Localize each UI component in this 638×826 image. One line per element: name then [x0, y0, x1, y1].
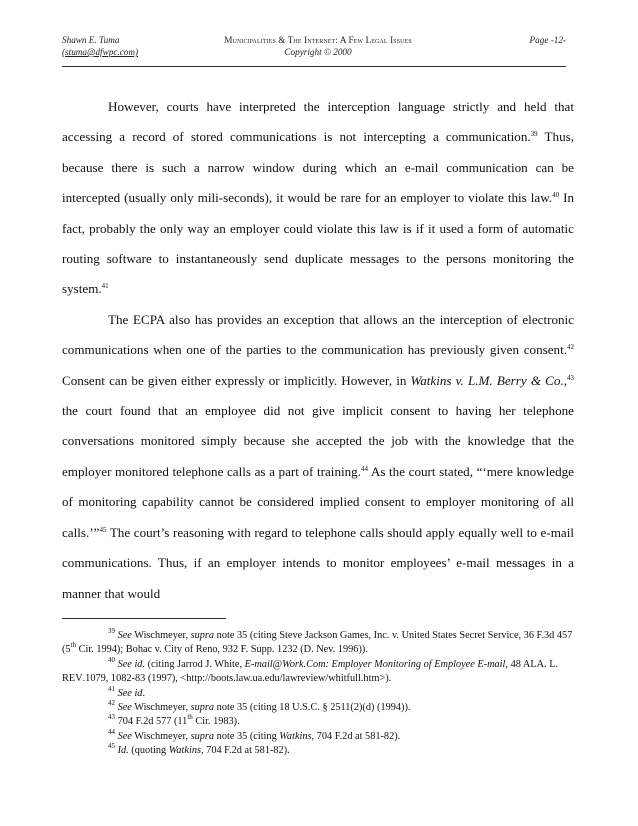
footnote-43: [62, 715, 574, 729]
footnote-italic-text: supra: [190, 702, 215, 714]
body-footnote-ref: 43: [567, 373, 574, 382]
body-text: [62, 92, 574, 609]
body-footnote-ref: 40: [552, 191, 560, 200]
body-text: The ECPA also has provides an exception that allows an the interception of electronic communications when one of the parties to the communication has previously given consent.: [62, 311, 574, 358]
header-email-link[interactable]: (stuma@dfwpc.com): [62, 47, 139, 57]
footnotes: [62, 629, 574, 759]
footnote-text: .: [142, 687, 146, 699]
body-text: the court found that an employee did not give implicit consent to having her telephone conversations monitored simply because she accepted the job with the knowledge that the employer monitored telephone calls as a part of training.: [62, 403, 574, 479]
footnote-italic-text: Watkins: [279, 730, 312, 742]
header-divider: [62, 66, 566, 67]
footnote-text: Wischmeyer,: [131, 630, 191, 641]
footnote-text: Wischmeyer,: [131, 702, 191, 714]
footnote-smallcaps-text: EV: [68, 673, 83, 685]
footnote-footnote-ref: 40: [108, 655, 115, 664]
footnote-39: [62, 629, 574, 658]
body-footnote-ref: 41: [101, 282, 109, 291]
header-page-number: Page -12-: [529, 35, 566, 45]
footnote-italic-text: Watkins: [168, 745, 202, 757]
header-copyright: Copyright © 2000: [284, 47, 352, 57]
footnote-italic-text: supra: [190, 630, 215, 641]
footnote-italic-text: See: [117, 730, 132, 742]
footnote-text: .1079, 1082-83 (1997), <http://boots.law.ua.edu/lawreview/whitfull.htm>).: [82, 673, 392, 685]
footnote-text: Cir. 1983).: [192, 716, 240, 728]
footnote-footnote-ref: 43: [108, 713, 115, 722]
footnote-40: [62, 655, 574, 687]
body-italic-text: Watkins v. L.M. Berry & Co.,: [410, 372, 567, 388]
footnote-45: [62, 744, 574, 758]
body-footnote-ref: 44: [361, 464, 368, 473]
body-text: However, courts have interpreted the interception language strictly and held that accessing a record of stored communications is not intercepting a communication.: [62, 99, 574, 145]
body-text: In fact, probably the only way an employer could violate this law is if it used a form of automatic routing software to instantaneously send duplicate messages to the persons monitoring the system.: [62, 190, 574, 297]
footnote-footnote-ref: th: [187, 713, 193, 722]
footnote-footnote-ref: th: [70, 641, 77, 650]
footnote-footnote-ref: 39: [108, 627, 115, 635]
footnote-text: Wischmeyer,: [131, 730, 191, 742]
footnote-italic-text: See: [117, 702, 132, 714]
footnote-italic-text: See id: [117, 687, 143, 699]
footnote-44: [62, 727, 574, 744]
body-footnote-ref: 42: [567, 343, 574, 352]
footnote-footnote-ref: 44: [108, 727, 115, 736]
footnote-italic-text: Id.: [117, 745, 129, 757]
body-text: As the court stated, “‘mere knowledge of monitoring capability cannot be considered implied consent to employer monitoring of all calls.’”: [62, 463, 574, 540]
footnote-42: [62, 701, 574, 715]
footnote-text: , 704 F.2d at 581-82).: [311, 730, 401, 742]
footnote-footnote-ref: 42: [108, 699, 115, 708]
footnote-text: , 48 A: [505, 658, 531, 670]
body-footnote-ref: 45: [99, 525, 107, 534]
page-header: [62, 34, 574, 70]
footnote-smallcaps-text: LA: [530, 658, 545, 670]
body-text: Thus, because there is such a narrow window during which an e-mail communication can be intercepted (usually only mili-seconds), it would be rare for an employer to violate this law.: [62, 129, 574, 206]
footnote-footnote-ref: 45: [108, 742, 115, 751]
footnote-footnote-ref: 41: [108, 684, 115, 693]
header-title-block: [62, 34, 574, 58]
footnote-text: Cir. 1994); Bohac v. City of Reno, 932 F. Supp. 1232 (D. Nev. 1996)).: [76, 644, 368, 656]
footnote-italic-text: E-mail@Work.Com: Employer Monitoring of Employee E-mail: [244, 658, 506, 670]
footnote-italic-text: See: [117, 630, 132, 641]
footnote-41: [62, 684, 574, 701]
footnote-italic-text: See id.: [117, 658, 146, 670]
footnote-text: note 35 (citing 18 U.S.C. § 2511(2)(d) (1994)).: [214, 702, 411, 714]
body-text: The court’s reasoning with regard to telephone calls should apply equally well to e-mail communications. Thus, if an employer intends to monitor employees’ e-mail messages in a manner that would: [62, 524, 574, 601]
footnote-text: (citing Jarrod J. White,: [145, 658, 245, 670]
footnote-text: . L. R: [62, 658, 559, 685]
footnote-italic-text: supra: [190, 730, 215, 742]
footnote-text: note 35 (citing Steve Jackson Games, Inc. v. United States Secret Service, 36 F.3d 457 (5: [62, 630, 573, 656]
body-footnote-ref: 39: [530, 130, 538, 139]
footnote-text: note 35 (citing: [214, 730, 280, 742]
body-paragraph-1: [62, 92, 574, 305]
footnote-divider: [62, 618, 226, 619]
footnote-text: , 704 F.2d at 581-82).: [201, 745, 290, 757]
header-author: Shawn E. Tuma: [62, 35, 120, 45]
footnote-text: (quoting: [128, 745, 169, 757]
body-paragraph-2: [62, 305, 574, 609]
header-title: Municipalities & The Internet: A Few Legal Issues: [224, 35, 412, 45]
footnote-text: 704 F.2d 577 (11: [115, 716, 188, 728]
body-text: Consent can be given either expressly or implicitly. However, in: [62, 372, 411, 388]
